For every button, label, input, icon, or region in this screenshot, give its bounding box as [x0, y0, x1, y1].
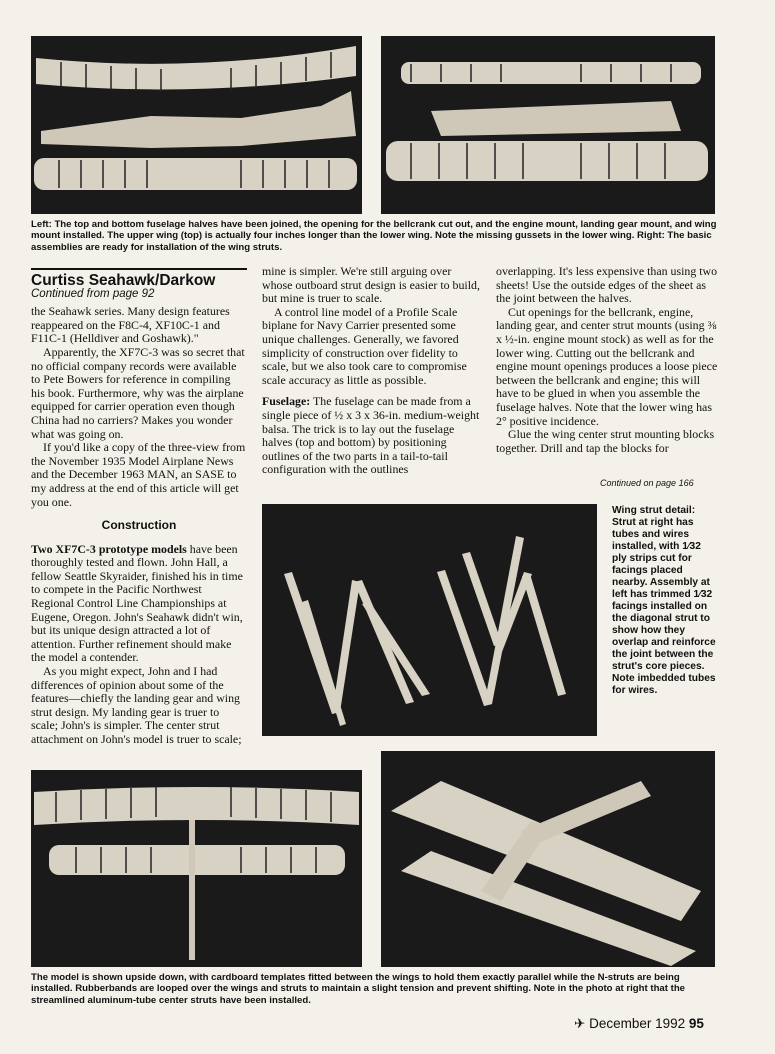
paragraph: Cut openings for the bellcrank, engine, landing gear, and center strut mounts (using ⅜ x ½-in. engine mount stock) as well as for the lower wing. Cutting out the bellcrank and engine mount openings produces a loose piece between the bellcrank and engine; this will have to be glued in when you assemble the fuselage halves. Note that the lower wing has 2° positive incidence.	[496, 304, 718, 428]
article-column-2	[262, 265, 480, 477]
article-title: Curtiss Seahawk/Darkow	[31, 268, 247, 288]
article-column-3	[496, 265, 718, 455]
paragraph: If you'd like a copy of the three-view from the November 1935 Model Airplane News and the December 1963 MAN, an SASE to my address at the end of this article will get you one.	[31, 440, 246, 509]
issue-date: December 1992	[589, 1016, 686, 1031]
paragraph: have been thoroughly tested and flown. John Hall, a fellow Seattle Skyraider, finished his in time to compete in the Pacific Northwest Regional Control Line Championships at Eugene, Oregon. John's Seahawk didn't win, but its unique design attracted a lot of attention. Further refinement should make the model a contender.	[31, 541, 243, 665]
fuselage-lead: Fuselage:	[262, 394, 311, 409]
photo-basic-assemblies-right	[381, 36, 715, 214]
airplane-icon: ✈	[574, 1016, 586, 1031]
photo-wing-struts	[262, 504, 597, 736]
article-column-1	[31, 268, 247, 747]
paragraph: the Seahawk series. Many design features reappeared on the F8C-4, XF10C-1 and F11C-1 (Helldiver and Goshawk)."	[31, 304, 230, 346]
bottom-photo-caption: The model is shown upside down, with cardboard templates fitted between the wings to hold them exactly parallel while the N-struts are being installed. Rubberbands are looped over the wings and struts to maintain a slight tension and prevent shifting. Note in the photo at right that the streamlined aluminum-tube center struts have been installed.	[31, 972, 686, 1006]
paragraph: As you might expect, John and I had differences of opinion about some of the features—chiefly the landing gear and wing strut design. My landing gear is truer to scale; John's is simpler. The center strut attachment on John's model is truer to scale;	[31, 664, 242, 746]
photo-upside-down-left	[31, 770, 362, 967]
paragraph: Apparently, the XF7C-3 was so secret that no official company records were available to Pete Bowers for reference in compiling his book. Furthermore, why was the airplane equipped for carrier operation even though China had no carriers? Makes you wonder what was going on.	[31, 344, 245, 441]
paragraph: Glue the wing center strut mounting blocks together. Drill and tap the blocks for	[496, 427, 715, 455]
paragraph: A control line model of a Profile Scale biplane for Navy Carrier presented some unique challenges. Generally, we favored simplicity of construction over fidelity to scale, but we also took care to compromise scale accuracy as little as possible.	[262, 304, 467, 387]
construction-lead: Two XF7C-3 prototype models	[31, 541, 187, 556]
continued-from: Continued from page 92	[31, 287, 155, 300]
section-heading-construction: Construction	[101, 518, 177, 533]
paragraph: overlapping. It's less expensive than using two sheets! Use the outside edges of the sheet as the joint between the halves.	[496, 264, 718, 306]
photo-fuselage-wings-left	[31, 36, 362, 214]
continued-on: Continued on page 166	[600, 478, 694, 488]
page-number: 95	[688, 1016, 704, 1031]
strut-caption: Wing strut detail: Strut at right has tubes and wires installed, with 1⁄32 ply strips cut for facings placed nearby. Assembly at left has trimmed 1⁄32 facings installed on the diagonal strut to show how they overlap and reinforce the joint between the strut's core pieces. Note imbedded tubes for wires.	[612, 505, 716, 696]
paragraph: The fuselage can be made from a single piece of ½ x 3 x 36-in. medium-weight balsa. The trick is to lay out the fuselage halves (top and bottom) by positioning outlines of the two parts in a tail-to-tail configuration with the outlines	[262, 394, 480, 477]
page-footer	[574, 1016, 704, 1032]
paragraph: mine is simpler. We're still arguing over whose outboard strut design is easier to build, but mine is truer to scale.	[262, 264, 480, 306]
top-photo-caption: Left: The top and bottom fuselage halves have been joined, the opening for the bellcrank cut out, and the engine mount, landing gear mount, and wing mount installed. The upper wing (top) is actually four inches longer than the lower wing. Note the missing gussets in the lower wing. Right: The basic assemblies are ready for installation of the wing struts.	[31, 219, 717, 253]
photo-upside-down-right	[381, 751, 715, 967]
